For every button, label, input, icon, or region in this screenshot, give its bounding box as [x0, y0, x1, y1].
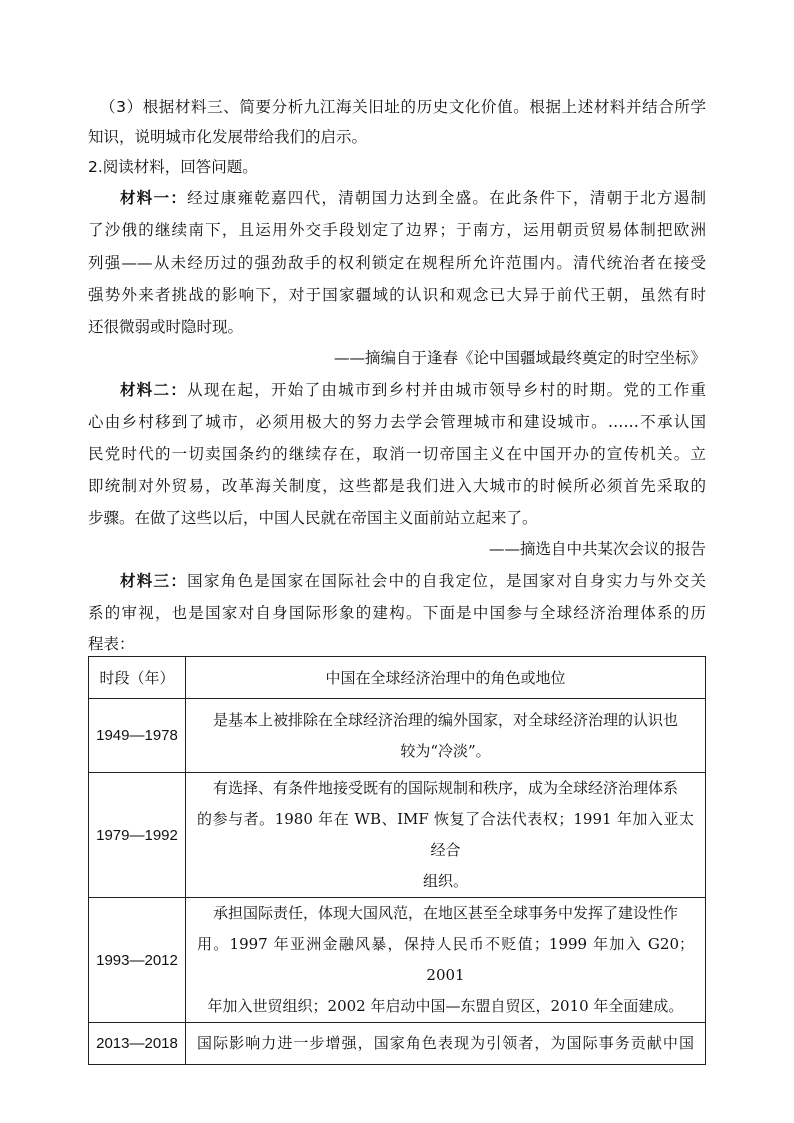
- table-row: [89, 699, 706, 773]
- material-3-label: 材料三：: [120, 571, 188, 590]
- table-header-role: 中国在全球经济治理中的角色或地位: [186, 657, 706, 699]
- material-2-line-1: 材料二：从现在起，开始了由城市到乡村并由城市领导乡村的时期。党的工作重: [120, 380, 706, 399]
- table-cell-period: 1979—1992: [89, 773, 186, 898]
- table-header-row: [89, 657, 706, 699]
- material-2-source: ——摘选自中共某次会议的报告: [488, 540, 706, 558]
- table-cell-role-line: 有选择、有条件地接受既有的国际规制和秩序，成为全球经济治理体系: [212, 779, 678, 797]
- material-2-line-5: 步骤。在做了这些以后，中国人民就在帝国主义面前站立起来了。: [88, 509, 538, 527]
- table-row: [89, 773, 706, 898]
- question-3-line-1: （3）根据材料三、简要分析九江海关旧址的历史文化价值。根据上述材料并结合所学: [100, 98, 706, 116]
- material-3-line-1: 材料三：国家角色是国家在国际社会中的自我定位，是国家对自身实力与外交关: [120, 571, 706, 590]
- history-table: [88, 656, 706, 1065]
- table-header-period: 时段（年）: [89, 657, 186, 699]
- material-1-line-1: 材料一：经过康雍乾嘉四代，清朝国力达到全盛。在此条件下，清朝于北方遏制: [120, 188, 706, 207]
- material-2-line-2: 心由乡村移到了城市，必须用极大的努力去学会管理城市和建设城市。……不承认国: [88, 413, 706, 431]
- table-cell-role-line: 较为“冷淡”。: [400, 741, 491, 760]
- material-2-line-4: 即统制对外贸易，改革海关制度，这些都是我们进入大城市的时候所必须首先采取的: [88, 477, 706, 495]
- table-cell-role-line: 国际影响力进一步增强，国家角色表现为引领者，为国际事务贡献中国: [197, 1034, 694, 1052]
- material-2-line-3: 民党时代的一切卖国条约的继续存在，取消一切帝国主义在中国开办的宣传机关。立: [88, 445, 706, 463]
- material-3-line-2: 系的审视，也是国家对自身国际形象的建构。下面是中国参与全球经济治理体系的历: [88, 604, 706, 622]
- material-2-label: 材料二：: [120, 380, 188, 399]
- material-3-line-3: 程表：: [88, 635, 135, 653]
- table-cell-period: 1993—2012: [89, 898, 186, 1023]
- material-1-line-3: 列强——从未经历过的强劲敌手的权利锁定在规程所允许范围内。清代统治者在接受: [88, 254, 706, 272]
- table-cell-role-line: 用。1997 年亚洲金融风暴，保持人民币不贬值；1999 年加入 G20；2001: [197, 935, 694, 984]
- question-2-heading: 2.阅读材料，回答问题。: [88, 158, 258, 176]
- material-1-line-5: 还很微弱或时隐时现。: [88, 318, 244, 336]
- table-cell-period: 1949—1978: [89, 699, 186, 773]
- material-1-source: ——摘编自于逢春《论中国疆域最终奠定的时空坐标》: [333, 349, 706, 367]
- table-row: [89, 898, 706, 1023]
- table-cell-role-line: 的参与者。1980 年在 WB、IMF 恢复了合法代表权；1991 年加入亚太经合: [197, 810, 694, 859]
- table-cell-role-line: 组织。: [422, 872, 468, 890]
- material-1-label: 材料一：: [120, 188, 188, 207]
- table-cell-period: 2013—2018: [89, 1023, 186, 1065]
- question-3-line-2: 知识，说明城市化发展带给我们的启示。: [88, 128, 368, 146]
- table-cell-role: [186, 699, 706, 773]
- material-1-line-2: 了沙俄的继续南下，且运用外交手段划定了边界；于南方，运用朝贡贸易体制把欧洲: [88, 221, 706, 239]
- table-cell-role: [186, 1023, 706, 1065]
- material-1-line-4: 强势外来者挑战的影响下，对于国家疆域的认识和观念已大异于前代王朝，虽然有时: [88, 286, 706, 304]
- table-cell-role: [186, 773, 706, 898]
- table-cell-role-line: 承担国际责任，体现大国风范，在地区甚至全球事务中发挥了建设性作: [212, 904, 678, 922]
- table-cell-role: [186, 898, 706, 1023]
- table-row: [89, 1023, 706, 1065]
- table-cell-role-line: 是基本上被排除在全球经济治理的编外国家，对全球经济治理的认识也: [212, 710, 678, 729]
- table-cell-role-line: 年加入世贸组织；2002 年启动中国—东盟自贸区，2010 年全面建成。: [207, 997, 684, 1015]
